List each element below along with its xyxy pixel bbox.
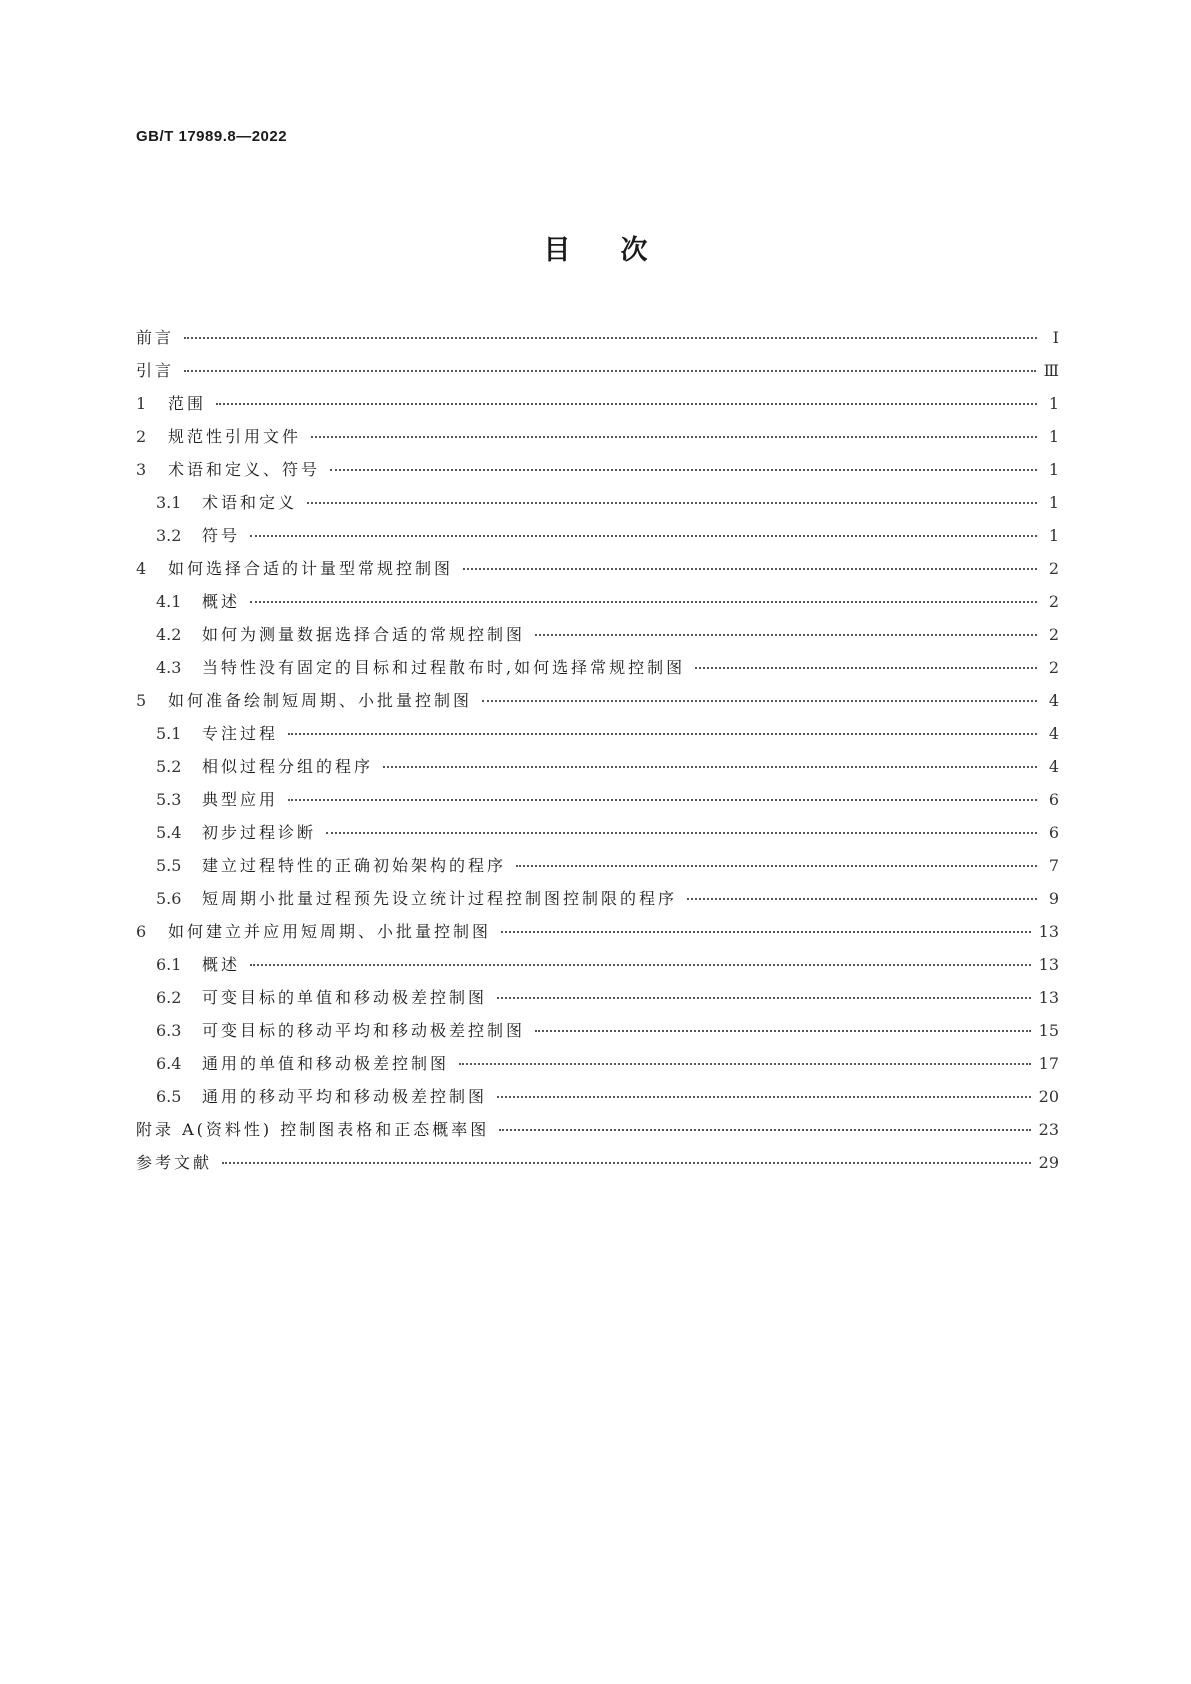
toc-entry-page: 13 [1038,988,1059,1007]
dot-leader [497,1096,1031,1098]
toc-entry-page: Ⅰ [1052,328,1059,347]
toc-entry-number: 6.3 [156,1021,182,1040]
toc-entry-page: 6 [1048,823,1059,842]
toc-entry[interactable] [136,556,1059,589]
toc-entry[interactable] [136,325,1059,358]
toc-entry-number: 3.2 [156,526,182,545]
toc-entry[interactable] [136,457,1059,490]
toc-entry[interactable] [136,886,1059,919]
dot-leader [250,601,1037,603]
dot-leader [482,700,1037,702]
toc-entry-page: 17 [1038,1054,1059,1073]
toc-entry-label: 当特性没有固定的目标和过程散布时,如何选择常规控制图 [202,658,686,677]
dot-leader [497,997,1031,999]
toc-entry[interactable] [136,490,1059,523]
toc-entry-page: 13 [1038,922,1059,941]
toc-entry-number: 6.2 [156,988,182,1007]
toc-entry-label: 通用的移动平均和移动极差控制图 [202,1087,488,1106]
toc-entry-label: 前言 [136,328,175,347]
toc-entry-page: 9 [1048,889,1059,908]
toc-entry[interactable] [136,358,1059,391]
toc-entry-number: 5.3 [156,790,182,809]
toc-entry-label: 概述 [202,955,241,974]
dot-leader [184,337,1037,339]
toc-entry-label: 相似过程分组的程序 [202,757,374,776]
toc-entry-label: 概述 [202,592,241,611]
toc-entry-number: 4.2 [156,625,182,644]
toc-entry-page: 13 [1038,955,1059,974]
toc-entry-page: 4 [1048,691,1059,710]
toc-entry-number: 4.3 [156,658,182,677]
toc-entry-label: 符号 [202,526,241,545]
toc-entry-page: 2 [1048,559,1059,578]
toc-entry[interactable] [136,688,1059,721]
toc-entry-page: 20 [1038,1087,1059,1106]
toc-entry-number: 5.2 [156,757,182,776]
toc-entry[interactable] [136,1084,1059,1117]
toc-entry[interactable] [136,952,1059,985]
toc-entry-page: 4 [1048,757,1059,776]
dot-leader [535,1030,1031,1032]
toc-entry[interactable] [136,787,1059,820]
toc-entry-number: 5.5 [156,856,182,875]
toc-entry-page: 23 [1038,1120,1059,1139]
toc-entry-label: 短周期小批量过程预先设立统计过程控制图控制限的程序 [202,889,678,908]
toc-entry[interactable] [136,1117,1059,1150]
dot-leader [250,535,1037,537]
toc-entry-number: 6.5 [156,1087,182,1106]
toc-entry-page: 1 [1048,427,1059,446]
dot-leader [501,931,1031,933]
toc-entry-label: 建立过程特性的正确初始架构的程序 [202,856,507,875]
toc-entry-number: 3.1 [156,493,182,512]
toc-entry[interactable] [136,1018,1059,1051]
dot-leader [250,964,1031,966]
toc-entry[interactable] [136,721,1059,754]
dot-leader [326,832,1037,834]
toc-entry-number: 2 [136,427,147,446]
toc-entry-label: 可变目标的单值和移动极差控制图 [202,988,488,1007]
dot-leader [535,634,1037,636]
toc-entry[interactable] [136,754,1059,787]
dot-leader [463,568,1037,570]
toc-entry-label: 范围 [168,394,207,413]
toc-entry-page: 2 [1048,658,1059,677]
toc-entry-label: 如何准备绘制短周期、小批量控制图 [168,691,473,710]
toc-entry-number: 6.4 [156,1054,182,1073]
toc-entry-number: 6.1 [156,955,182,974]
dot-leader [459,1063,1031,1065]
toc-entry[interactable] [136,919,1059,952]
toc-entry-label: 典型应用 [202,790,279,809]
toc-entry-label: 附录 A(资料性) 控制图表格和正态概率图 [136,1120,490,1139]
toc-entry-number: 3 [136,460,147,479]
toc-entry-number: 1 [136,394,147,413]
toc-entry[interactable] [136,985,1059,1018]
toc-entry[interactable] [136,523,1059,556]
toc-entry-number: 5 [136,691,147,710]
toc-entry[interactable] [136,655,1059,688]
dot-leader [311,436,1037,438]
dot-leader [695,667,1037,669]
toc-entry-number: 4.1 [156,592,182,611]
dot-leader [687,898,1037,900]
toc-entry-label: 通用的单值和移动极差控制图 [202,1054,450,1073]
toc-entry-page: 1 [1048,493,1059,512]
dot-leader [516,865,1037,867]
table-of-contents [136,325,1059,1183]
toc-entry[interactable] [136,391,1059,424]
dot-leader [288,799,1037,801]
toc-entry-number: 5.6 [156,889,182,908]
dot-leader [383,766,1037,768]
toc-entry[interactable] [136,820,1059,853]
toc-entry-label: 引言 [136,361,175,380]
toc-entry-label: 参考文献 [136,1153,213,1172]
toc-entry[interactable] [136,853,1059,886]
toc-entry-label: 规范性引用文件 [168,427,302,446]
toc-entry-number: 5.4 [156,823,182,842]
toc-entry-page: 29 [1038,1153,1059,1172]
dot-leader [288,733,1037,735]
toc-entry-label: 初步过程诊断 [202,823,317,842]
toc-entry-page: 15 [1038,1021,1059,1040]
toc-entry-page: 2 [1048,592,1059,611]
dot-leader [330,469,1037,471]
toc-entry-label: 如何建立并应用短周期、小批量控制图 [168,922,492,941]
dot-leader [184,370,1036,372]
toc-entry-label: 术语和定义 [202,493,298,512]
toc-entry-page: 1 [1048,394,1059,413]
dot-leader [307,502,1037,504]
toc-entry[interactable] [136,589,1059,622]
toc-entry[interactable] [136,1150,1059,1183]
toc-entry-number: 5.1 [156,724,182,743]
toc-entry-page: 1 [1048,526,1059,545]
page-title: 目次 [543,235,698,266]
toc-entry-label: 可变目标的移动平均和移动极差控制图 [202,1021,526,1040]
toc-entry-page: 7 [1048,856,1059,875]
toc-entry-label: 如何为测量数据选择合适的常规控制图 [202,625,526,644]
toc-entry-page: 6 [1048,790,1059,809]
toc-entry-page: 4 [1048,724,1059,743]
toc-entry-page: Ⅲ [1043,361,1059,380]
toc-entry-label: 如何选择合适的计量型常规控制图 [168,559,454,578]
toc-entry-label: 术语和定义、符号 [168,460,321,479]
document-code: GB/T 17989.8—2022 [136,128,288,145]
toc-entry-page: 1 [1048,460,1059,479]
toc-entry[interactable] [136,424,1059,457]
dot-leader [499,1129,1030,1131]
toc-entry-page: 2 [1048,625,1059,644]
toc-entry-label: 专注过程 [202,724,279,743]
toc-entry[interactable] [136,1051,1059,1084]
toc-entry-number: 6 [136,922,147,941]
toc-entry[interactable] [136,622,1059,655]
dot-leader [216,403,1037,405]
dot-leader [222,1162,1031,1164]
toc-entry-number: 4 [136,559,147,578]
